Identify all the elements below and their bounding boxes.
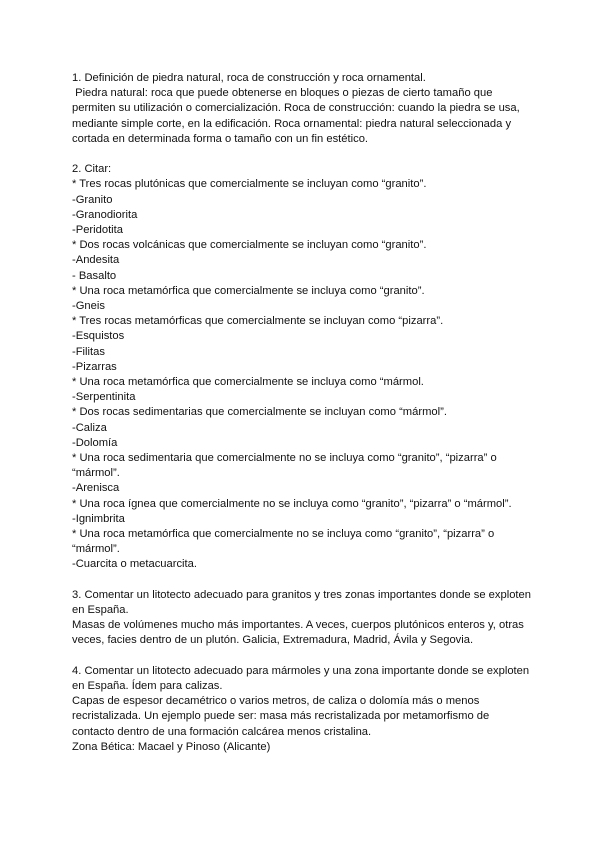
text-line: * Dos rocas sedimentarias que comercialmente se incluyan como “mármol”. — [72, 406, 447, 419]
text-line: -Andesita — [72, 254, 120, 267]
text-line: * Tres rocas metamórficas que comercialmente se incluyan como “pizarra”. — [72, 315, 444, 328]
text-line: “mármol”. — [72, 543, 120, 556]
text-line: -Dolomía — [72, 436, 118, 449]
text-line: permiten su utilización o comercialización. Roca de construcción: cuando la piedra se usa, — [72, 102, 520, 115]
text-line: contacto dentro de una formación calcárea menos cristalina. — [72, 725, 372, 738]
text-line: -Esquistos — [72, 330, 125, 343]
section-heading: 3. Comentar un litotecto adecuado para granitos y tres zonas importantes donde se exploten — [72, 588, 531, 601]
text-line: * Dos rocas volcánicas que comercialmente se incluyan como “granito”. — [72, 239, 427, 252]
text-line: -Serpentinita — [72, 391, 136, 404]
text-line: * Una roca metamórfica que comercialmente se incluya como “granito”. — [72, 284, 425, 297]
document-body — [72, 71, 534, 770]
section-heading: 1. Definición de piedra natural, roca de construcción y roca ornamental. — [72, 72, 426, 84]
section-heading: 4. Comentar un litotecto adecuado para mármoles y una zona importante donde se exploten — [72, 664, 530, 677]
text-line: * Una roca ígnea que comercialmente no se incluya como “granito”, “pizarra” o “mármol”. — [72, 497, 512, 510]
text-line: Zona Bética: Macael y Pinoso (Alicante) — [72, 740, 271, 753]
text-line: -Cuarcita o metacuarcita. — [72, 558, 197, 571]
text-line: * Tres rocas plutónicas que comercialmente se incluyan como “granito”. — [72, 178, 427, 191]
text-line: -Filitas — [72, 345, 105, 358]
text-line: recristalizada. Un ejemplo puede ser: masa más recristalizada por metamorfismo de — [72, 710, 490, 723]
text-line: en España. — [72, 604, 129, 617]
text-line: Piedra natural: roca que puede obtenerse en bloques o piezas de cierto tamaño que — [72, 87, 493, 100]
text-line: cortada en determinada forma o tamaño con un fin estético. — [72, 132, 369, 145]
text-line: -Gneis — [72, 300, 105, 313]
text-line: -Caliza — [72, 421, 107, 434]
text-line: * Una roca metamórfica que comercialmente no se incluya como “granito”, “pizarra” o — [72, 528, 495, 541]
section-4 — [72, 664, 534, 755]
text-line: -Granodiorita — [72, 208, 138, 221]
text-line: -Arenisca — [72, 482, 120, 495]
text-line: veces, facies dentro de un plutón. Galicia, Extremadura, Madrid, Ávila y Segovia. — [72, 634, 474, 647]
text-line: * Una roca metamórfica que comercialmente se incluya como “mármol. — [72, 376, 424, 389]
text-line: -Pizarras — [72, 360, 117, 373]
text-line: en España. Ídem para calizas. — [72, 680, 223, 693]
section-3 — [72, 588, 534, 649]
text-line: mediante simple corte, en la edificación. Roca ornamental: piedra natural seleccionada y — [72, 117, 512, 130]
text-line: Capas de espesor decamétrico o varios metros, de caliza o dolomía más o menos — [72, 695, 480, 708]
text-line: “mármol”. — [72, 467, 120, 480]
section-1 — [72, 71, 534, 147]
section-2 — [72, 162, 534, 572]
text-line: -Peridotita — [72, 224, 123, 237]
text-line: -Ignimbrita — [72, 512, 125, 525]
text-line: Masas de volúmenes mucho más importantes. A veces, cuerpos plutónicos enteros y, otras — [72, 619, 524, 632]
text-line: -Granito — [72, 193, 113, 206]
text-line: - Basalto — [72, 269, 117, 282]
text-line: * Una roca sedimentaria que comercialmente no se incluya como “granito”, “pizarra” o — [72, 452, 497, 465]
section-heading: 2. Citar: — [72, 163, 112, 176]
